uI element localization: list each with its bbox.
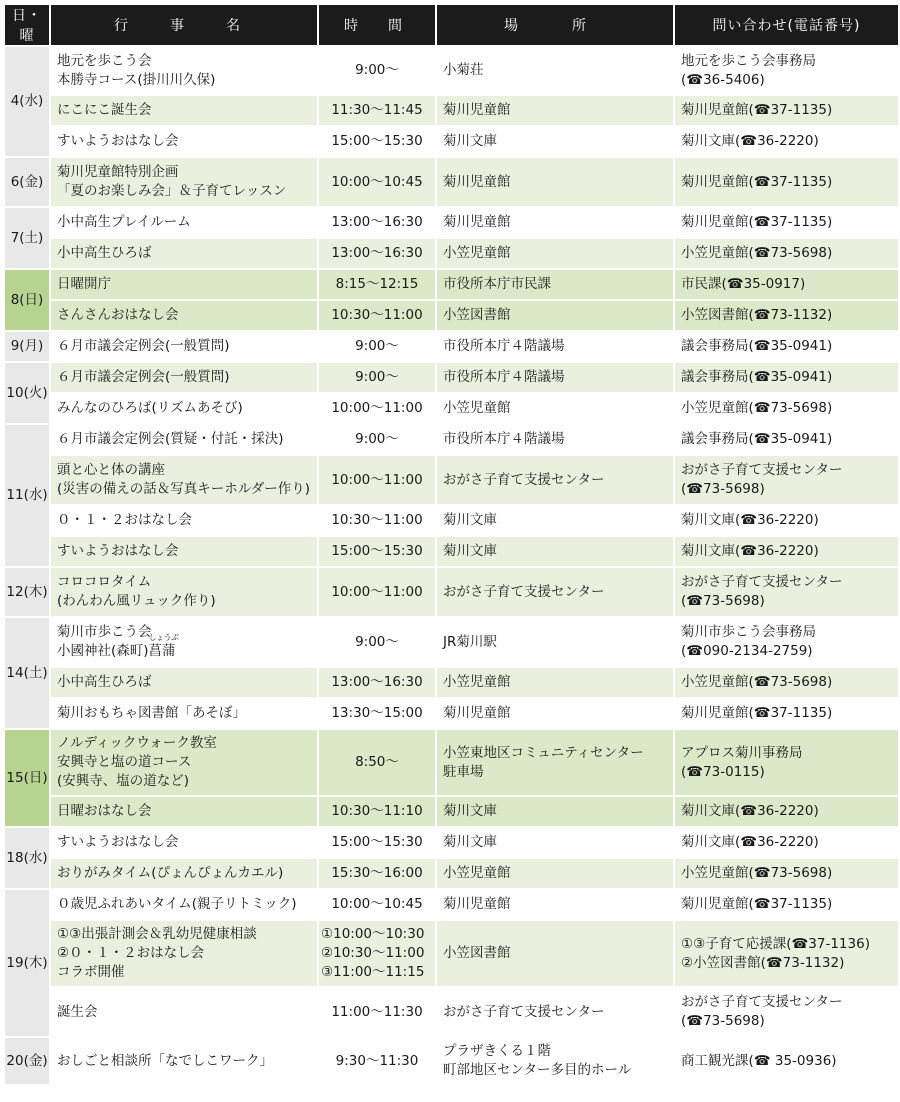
event-time-line: 15:00～15:30 (331, 133, 423, 149)
header-day: 日・曜 (5, 5, 49, 45)
event-time (319, 127, 435, 156)
day-cell: 7(土) (5, 208, 49, 268)
event-name (51, 394, 317, 423)
event-name-line: (安興寺、塩の道など) (57, 773, 190, 789)
event-place-line: 小笠図書館 (443, 945, 511, 961)
event-contact (675, 890, 898, 919)
event-contact-line: 議会事務局(☎35-0941) (681, 431, 833, 447)
event-name-line: 菊川児童館特別企画 (57, 164, 179, 180)
event-name (51, 96, 317, 125)
event-row (5, 568, 898, 616)
event-time (319, 699, 435, 728)
event-name (51, 158, 317, 206)
event-name (51, 699, 317, 728)
event-time (319, 425, 435, 454)
event-time-line: 10:00～11:00 (331, 583, 423, 600)
event-name-line: (災害の備えの話＆写真キーホルダー作り) (57, 481, 310, 497)
event-place (437, 668, 673, 697)
event-name-line: コロコロタイム (57, 574, 152, 590)
event-name-line: おしごと相談所「なでしこワーク」 (57, 1052, 273, 1069)
event-name (51, 988, 317, 1036)
day-cell: 9(月) (5, 332, 49, 361)
event-contact-line: 菊川文庫(☎36-2220) (681, 543, 819, 559)
event-place (437, 363, 673, 392)
event-contact (675, 332, 898, 361)
event-name (51, 859, 317, 888)
day-cell: 10(火) (5, 363, 49, 423)
event-time-line: 8:15～12:15 (335, 276, 419, 292)
event-place-line: プラザきくる１階 (443, 1043, 551, 1059)
event-place (437, 859, 673, 888)
event-place-line: 市役所本庁４階議場 (443, 369, 565, 385)
header-place: 場 所 (437, 5, 673, 45)
event-contact (675, 828, 898, 857)
event-row (5, 208, 898, 237)
event-name-line: 地元を歩こう会 (57, 52, 152, 69)
event-place-line: おがさ子育て支援センター (443, 583, 605, 600)
event-name-line: 誕生会 (57, 1003, 98, 1020)
event-place-line: 市役所本庁４階議場 (443, 431, 565, 447)
event-place-line: 菊川児童館 (443, 705, 511, 721)
event-contact (675, 456, 898, 504)
event-place (437, 506, 673, 535)
event-place (437, 332, 673, 361)
event-time-line: 11:30～11:45 (331, 102, 423, 118)
event-time-line: 10:30～11:00 (331, 307, 423, 323)
event-time (319, 47, 435, 94)
event-time (319, 239, 435, 268)
event-name-line: コラボ開催 (57, 964, 125, 980)
event-place-line: JR菊川駅 (443, 633, 497, 650)
event-place (437, 158, 673, 206)
event-row (5, 921, 898, 986)
event-contact (675, 537, 898, 566)
event-contact (675, 363, 898, 392)
event-name (51, 425, 317, 454)
event-name (51, 1038, 317, 1084)
event-place (437, 394, 673, 423)
event-place (437, 988, 673, 1036)
event-contact (675, 618, 898, 666)
event-place (437, 797, 673, 826)
event-contact-line: 菊川文庫(☎36-2220) (681, 133, 819, 149)
event-place (437, 96, 673, 125)
event-row (5, 456, 898, 504)
event-time-line: 15:00～15:30 (331, 543, 423, 559)
event-time (319, 96, 435, 125)
event-place-line: 小菊荘 (443, 62, 484, 78)
day-cell: 12(木) (5, 568, 49, 616)
event-place-line: 菊川文庫 (443, 512, 497, 528)
event-contact (675, 699, 898, 728)
event-name-line: ノルディックウォーク教室 (57, 735, 217, 751)
event-time (319, 618, 435, 666)
event-contact-line: 市民課(☎35-0917) (681, 276, 806, 292)
event-name-line: にこにこ誕生会 (57, 102, 152, 118)
event-place (437, 618, 673, 666)
event-time (319, 730, 435, 795)
event-place-line: 市役所本庁４階議場 (443, 338, 565, 354)
event-name-line: ６月市議会定例会(一般質問) (57, 369, 230, 385)
event-time-line: 9:30～11:30 (335, 1052, 419, 1069)
event-contact-line: (☎73-5698) (681, 593, 765, 609)
event-row (5, 699, 898, 728)
event-contact (675, 239, 898, 268)
event-contact-line: 議会事務局(☎35-0941) (681, 369, 833, 385)
event-contact-line: (☎73-5698) (681, 481, 765, 497)
event-name (51, 270, 317, 299)
event-contact (675, 921, 898, 986)
event-time-line: 10:30～11:10 (331, 803, 423, 819)
event-place-line: 菊川文庫 (443, 543, 497, 559)
event-place-line: 小笠東地区コミュニティセンター (443, 744, 644, 761)
event-contact-line: おがさ子育て支援センター (681, 462, 843, 478)
event-contact-line: 菊川児童館(☎37-1135) (681, 173, 833, 190)
event-time (319, 332, 435, 361)
event-name-line: ②０・１・２おはなし会 (57, 945, 205, 961)
event-contact-line: ②小笠図書館(☎73-1132) (681, 954, 845, 971)
event-place (437, 730, 673, 795)
event-place-line: 小笠児童館 (443, 865, 511, 881)
event-name-line: ０・１・２おはなし会 (57, 512, 192, 528)
event-name (51, 568, 317, 616)
event-place-line: 菊川児童館 (443, 214, 511, 230)
event-contact (675, 988, 898, 1036)
event-name (51, 301, 317, 330)
event-row (5, 96, 898, 125)
event-name-line: 日曜開庁 (57, 276, 111, 292)
event-name-line: 頭と心と体の講座 (57, 462, 165, 478)
event-row (5, 828, 898, 857)
event-name-line: 日曜おはなし会 (57, 803, 152, 819)
header-row (5, 5, 898, 45)
event-name-line: 小國神社(森町)菖蒲 しょうぶ (57, 633, 179, 659)
event-row (5, 618, 898, 666)
event-name-line: みんなのひろば(リズムあそび) (57, 400, 243, 416)
event-place-line: 小笠児童館 (443, 674, 511, 690)
event-name (51, 127, 317, 156)
event-time-line: 13:00～16:30 (331, 245, 423, 261)
event-name (51, 797, 317, 826)
event-place-line: 菊川児童館 (443, 173, 511, 190)
event-place-line: 菊川児童館 (443, 896, 511, 912)
event-time-line: 9:00～ (355, 62, 399, 78)
event-time (319, 506, 435, 535)
event-time (319, 828, 435, 857)
event-contact (675, 394, 898, 423)
event-time-line: 11:00～11:30 (331, 1003, 423, 1020)
event-contact-line: おがさ子育て支援センター (681, 574, 843, 590)
event-time (319, 456, 435, 504)
event-contact-line: 議会事務局(☎35-0941) (681, 338, 833, 354)
event-place (437, 301, 673, 330)
event-row (5, 394, 898, 423)
event-contact-line: 小笠児童館(☎73-5698) (681, 865, 833, 881)
event-row (5, 797, 898, 826)
day-cell: 8(日) (5, 270, 49, 330)
event-contact-line: 小笠児童館(☎73-5698) (681, 245, 833, 261)
event-name-line: 「夏のお楽しみ会」＆子育てレッスン (57, 183, 287, 199)
event-place (437, 425, 673, 454)
event-place-line: 菊川児童館 (443, 102, 511, 118)
event-name (51, 890, 317, 919)
day-cell: 4(水) (5, 47, 49, 156)
event-name (51, 730, 317, 795)
event-time (319, 859, 435, 888)
event-place-line: おがさ子育て支援センター (443, 471, 605, 488)
event-time-line: 9:00～ (355, 633, 399, 650)
event-row (5, 890, 898, 919)
event-row (5, 127, 898, 156)
day-cell: 19(木) (5, 890, 49, 1036)
event-name-line: 小中高生プレイルーム (57, 214, 191, 230)
event-name (51, 506, 317, 535)
event-place-line: おがさ子育て支援センター (443, 1003, 605, 1020)
event-row (5, 270, 898, 299)
event-time-line: 10:00～10:45 (331, 896, 423, 912)
event-name (51, 921, 317, 986)
event-contact-line: 菊川児童館(☎37-1135) (681, 214, 833, 230)
event-calendar-table (3, 3, 900, 1086)
event-time (319, 797, 435, 826)
event-contact-line: (☎090-2134-2759) (681, 643, 813, 659)
event-time (319, 158, 435, 206)
event-row (5, 239, 898, 268)
event-time-line: 13:00～16:30 (331, 674, 423, 690)
event-contact-line: 菊川市歩こう会事務局 (681, 624, 816, 640)
event-place (437, 699, 673, 728)
event-contact-line: 小笠児童館(☎73-5698) (681, 674, 833, 690)
event-time-line: 10:30～11:00 (331, 512, 423, 528)
day-cell: 6(金) (5, 158, 49, 206)
event-place (437, 537, 673, 566)
event-name (51, 828, 317, 857)
event-name-line: 菊川おもちゃ図書館「あそぼ」 (57, 705, 246, 721)
event-contact (675, 47, 898, 94)
event-place (437, 456, 673, 504)
event-contact (675, 859, 898, 888)
event-time-line: 15:30～16:00 (331, 865, 423, 881)
event-name-line: ０歳児ふれあいタイム(親子リトミック) (57, 896, 297, 912)
event-time-line: ②10:30～11:00 (321, 945, 425, 961)
event-contact (675, 127, 898, 156)
event-contact-line: 菊川児童館(☎37-1135) (681, 705, 833, 721)
event-contact-line: 菊川文庫(☎36-2220) (681, 512, 819, 528)
event-row (5, 1038, 898, 1084)
event-place-line: 菊川文庫 (443, 133, 497, 149)
event-name-line: 菊川市歩こう会 (57, 624, 152, 640)
event-place (437, 1038, 673, 1084)
event-contact (675, 506, 898, 535)
event-contact-line: 菊川児童館(☎37-1135) (681, 102, 833, 118)
event-time-line: 8:50～ (355, 754, 399, 770)
event-name-line: すいようおはなし会 (57, 133, 179, 149)
event-name (51, 537, 317, 566)
event-name-line: すいようおはなし会 (57, 834, 179, 850)
event-contact (675, 270, 898, 299)
event-name (51, 47, 317, 94)
event-contact-line: 小笠児童館(☎73-5698) (681, 400, 833, 416)
event-contact (675, 208, 898, 237)
event-time-line: 9:00～ (355, 338, 399, 354)
event-name-line: 安興寺と塩の道コース (57, 754, 192, 770)
event-place-line: 小笠図書館 (443, 307, 511, 323)
event-place (437, 921, 673, 986)
event-time (319, 568, 435, 616)
event-time (319, 890, 435, 919)
event-time (319, 363, 435, 392)
day-cell: 14(土) (5, 618, 49, 728)
event-place (437, 239, 673, 268)
event-time-line: 13:00～16:30 (331, 214, 423, 230)
header-contact: 問い合わせ(電話番号) (675, 5, 898, 45)
event-time-line: 9:00～ (355, 431, 399, 447)
event-time (319, 921, 435, 986)
event-row (5, 668, 898, 697)
event-name-line: さんさんおはなし会 (57, 307, 179, 323)
event-time-line: 9:00～ (355, 369, 399, 385)
event-contact-line: ①③子育て応援課(☎37-1136) (681, 935, 870, 952)
event-name (51, 332, 317, 361)
event-contact (675, 425, 898, 454)
event-time-line: 10:00～10:45 (331, 173, 423, 190)
event-time (319, 668, 435, 697)
event-time-line: ①10:00～10:30 (321, 926, 425, 942)
event-contact-line: 菊川文庫(☎36-2220) (681, 803, 819, 819)
event-place-line: 町部地区センター多目的ホール (443, 1062, 632, 1078)
event-time-line: ③11:00～11:15 (321, 964, 425, 980)
event-name-line: (わんわん風リュック作り) (57, 593, 216, 609)
event-contact (675, 1038, 898, 1084)
event-time-line: 10:00～11:00 (331, 400, 423, 416)
event-contact (675, 730, 898, 795)
event-name (51, 208, 317, 237)
event-place-line: 市役所本庁市民課 (443, 276, 551, 292)
event-name-line: おりがみタイム(ぴょんぴょんカエル) (57, 865, 284, 881)
event-place (437, 127, 673, 156)
event-row (5, 859, 898, 888)
event-time-line: 13:30～15:00 (331, 705, 423, 721)
event-row (5, 730, 898, 795)
event-contact-line: おがさ子育て支援センター (681, 994, 843, 1010)
event-contact (675, 668, 898, 697)
event-time (319, 1038, 435, 1084)
event-time (319, 394, 435, 423)
event-contact-line: 菊川文庫(☎36-2220) (681, 834, 819, 850)
day-cell: 15(日) (5, 730, 49, 826)
event-contact (675, 96, 898, 125)
event-place (437, 828, 673, 857)
header-time: 時 間 (319, 5, 435, 45)
ruby-reading: しょうぶ (148, 633, 179, 642)
event-contact (675, 301, 898, 330)
event-time (319, 988, 435, 1036)
event-row (5, 988, 898, 1036)
event-contact-line: 商工観光課(☎ 35-0936) (681, 1052, 837, 1069)
event-contact (675, 797, 898, 826)
day-cell: 20(金) (5, 1038, 49, 1084)
ruby-word: 菖蒲 しょうぶ (148, 633, 179, 659)
event-name (51, 456, 317, 504)
event-row (5, 158, 898, 206)
event-name-line: すいようおはなし会 (57, 543, 179, 559)
event-place (437, 208, 673, 237)
event-place (437, 270, 673, 299)
event-name (51, 668, 317, 697)
event-name (51, 239, 317, 268)
event-name (51, 618, 317, 666)
event-name (51, 363, 317, 392)
event-row (5, 425, 898, 454)
event-contact-line: (☎73-5698) (681, 1013, 765, 1029)
event-row (5, 332, 898, 361)
event-place-line: 菊川文庫 (443, 803, 497, 819)
event-place-line: 駐車場 (443, 763, 484, 780)
event-row (5, 537, 898, 566)
event-place (437, 890, 673, 919)
event-contact-line: 小笠図書館(☎73-1132) (681, 307, 833, 323)
event-time (319, 270, 435, 299)
day-cell: 18(水) (5, 828, 49, 888)
event-name-line: 小中高生ひろば (57, 674, 152, 690)
event-contact-line: 菊川児童館(☎37-1135) (681, 896, 833, 912)
event-contact-line: (☎73-0115) (681, 763, 765, 780)
event-place-line: 小笠児童館 (443, 400, 511, 416)
event-row (5, 47, 898, 94)
event-time-line: 15:00～15:30 (331, 834, 423, 850)
event-contact-line: 地元を歩こう会事務局 (681, 52, 816, 69)
event-time-line: 10:00～11:00 (331, 471, 423, 488)
event-row (5, 363, 898, 392)
event-contact-line: (☎36-5406) (681, 71, 765, 88)
event-time (319, 537, 435, 566)
event-name-line: ①③出張計測会＆乳幼児健康相談 (57, 926, 257, 942)
event-place-line: 小笠児童館 (443, 245, 511, 261)
event-name-line: 小中高生ひろば (57, 245, 152, 261)
event-place (437, 568, 673, 616)
event-place-line: 菊川文庫 (443, 834, 497, 850)
event-row (5, 506, 898, 535)
event-name-line: ６月市議会定例会(質疑・付託・採決) (57, 431, 284, 447)
event-contact (675, 568, 898, 616)
event-row (5, 301, 898, 330)
event-contact (675, 158, 898, 206)
header-event-name: 行 事 名 (51, 5, 317, 45)
event-name-line: 本勝寺コース(掛川川久保) (57, 71, 216, 88)
event-contact-line: アプロス菊川事務局 (681, 744, 803, 761)
event-time (319, 208, 435, 237)
day-cell: 11(水) (5, 425, 49, 566)
event-name-line: ６月市議会定例会(一般質問) (57, 338, 230, 354)
event-place (437, 47, 673, 94)
event-time (319, 301, 435, 330)
